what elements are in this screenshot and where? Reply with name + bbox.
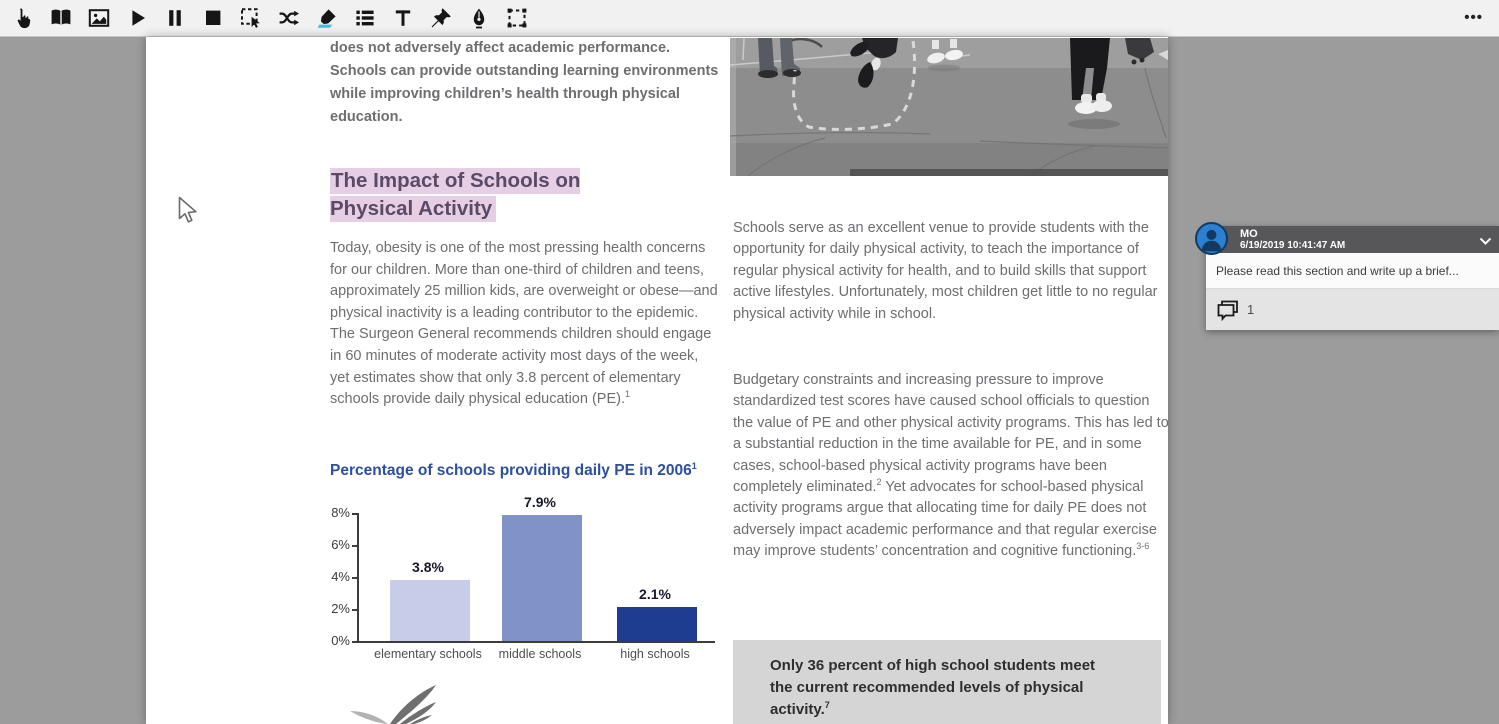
chart-ytick-mark bbox=[352, 641, 358, 643]
reply-count: 1 bbox=[1247, 302, 1255, 317]
comment-header[interactable] bbox=[1206, 226, 1499, 253]
read-mode-button[interactable] bbox=[48, 5, 74, 32]
more-options-button[interactable]: ••• bbox=[1458, 0, 1489, 34]
hand-tool-icon bbox=[11, 6, 35, 30]
avatar bbox=[1195, 222, 1228, 255]
chart-category-label: high schools bbox=[620, 647, 690, 661]
chart-value-label: 2.1% bbox=[639, 586, 671, 602]
chart-bar-elementary-schools bbox=[390, 580, 470, 641]
superscript-ref: 7 bbox=[824, 700, 830, 710]
open-book-icon bbox=[49, 6, 73, 30]
eagle-wings-logo bbox=[346, 682, 446, 724]
right-paragraph-1: Schools serve as an excellent venue to provide students with the opportunity for daily physical activity, to teach the importance of regular physical activity for health, and to build skills that support active lifestyles. Unfortunately, most children get little to no regular physical activity while in school. bbox=[733, 220, 1158, 322]
comment-replies-row[interactable] bbox=[1206, 289, 1499, 330]
pause-button[interactable] bbox=[162, 5, 188, 32]
superscript-ref: 1 bbox=[691, 460, 697, 471]
play-button[interactable] bbox=[124, 5, 150, 32]
left-body-paragraph: Today, obesity is one of the most pressing health concerns for our children. More than one-third of children and teens, approximately 25 million kids, are overweight or obese—and physical inactivity is a leading contributor to the epidemic. The Surgeon General recommends children should engage in 60 minutes of moderate activity most days of the week, yet estimates show that only 3.8 percent of elementary schools provide daily physical education (PE).$^1$ bbox=[330, 240, 718, 408]
chart-ytick-mark bbox=[352, 609, 358, 611]
shuffle-button[interactable] bbox=[276, 5, 302, 32]
chart-ytick-label: 2% bbox=[331, 601, 350, 616]
comment-author: MO bbox=[1240, 228, 1258, 240]
intro-paragraph: does not adversely affect academic performance. Schools can provide outstanding learning environments while improving children’s health through physical education. bbox=[330, 40, 719, 125]
text-tool-button[interactable] bbox=[390, 5, 416, 32]
collapse-comment-button[interactable] bbox=[1477, 232, 1494, 251]
mouse-cursor bbox=[178, 196, 200, 226]
chart-value-label: 7.9% bbox=[524, 494, 556, 510]
hand-tool-button[interactable] bbox=[10, 5, 36, 32]
chart-bar-middle-schools bbox=[502, 515, 582, 641]
heading-highlight: The Impact of Schools on Physical Activity bbox=[330, 169, 581, 220]
chart-plot-area bbox=[357, 513, 715, 643]
chart-ytick-label: 0% bbox=[331, 633, 350, 648]
play-icon bbox=[125, 6, 149, 30]
insert-image-button[interactable] bbox=[86, 5, 112, 32]
ink-pen-button[interactable] bbox=[466, 5, 492, 32]
stop-icon bbox=[201, 6, 225, 30]
person-icon bbox=[1197, 224, 1226, 253]
superscript-ref: 1 bbox=[624, 389, 630, 400]
image-icon bbox=[87, 6, 111, 30]
highlighter-icon bbox=[315, 6, 339, 30]
statistic-callout-box: Only 36 percent of high school students meet the current recommended levels of physical activity.$^7$ bbox=[733, 640, 1161, 724]
chart-category-label: elementary schools bbox=[374, 647, 482, 661]
comment-popup bbox=[1206, 226, 1499, 330]
select-frame-button[interactable] bbox=[504, 5, 530, 32]
stop-button[interactable] bbox=[200, 5, 226, 32]
list-button[interactable] bbox=[352, 5, 378, 32]
document-page bbox=[146, 37, 1168, 724]
chart-bar-high-schools bbox=[617, 607, 697, 641]
pause-icon bbox=[163, 6, 187, 30]
replies-icon bbox=[1216, 299, 1240, 321]
pushpin-icon bbox=[429, 6, 453, 30]
shuffle-icon bbox=[277, 6, 301, 30]
chart-ytick-label: 4% bbox=[331, 569, 350, 584]
chart-ytick-label: 8% bbox=[331, 505, 350, 520]
pen-nib-icon bbox=[467, 6, 491, 30]
pe-bar-chart bbox=[324, 487, 724, 669]
section-heading-highlighted bbox=[330, 167, 640, 223]
chart-ytick-mark bbox=[352, 513, 358, 515]
comment-timestamp: 6/19/2019 10:41:47 AM bbox=[1240, 240, 1346, 251]
chevron-down-icon bbox=[1479, 237, 1492, 246]
chart-category-label: middle schools bbox=[498, 647, 582, 661]
chart-ytick-mark bbox=[352, 545, 358, 547]
highlight-button[interactable] bbox=[314, 5, 340, 32]
chart-value-label: 3.8% bbox=[412, 559, 444, 575]
pin-button[interactable] bbox=[428, 5, 454, 32]
list-icon bbox=[353, 6, 377, 30]
chart-title: Percentage of schools providing daily PE in 2006$^1$ bbox=[330, 460, 697, 479]
right-paragraph-2: Budgetary constraints and increasing pressure to improve standardized test scores have caused school officials to question the value of PE and other physical activity programs. This has led to a substantial reduction in the time available for PE, and in some cases, school-based physical activity programs have been completely eliminated.$^2$ Yet advocates for school-based physical activity programs argue that allocating time for daily PE does not adversely impact academic performance and that regular exercise may improve students’ concentration and cognitive functioning.$^{3-6}$ bbox=[733, 372, 1169, 560]
comment-preview[interactable]: Please read this section and write up a brief... bbox=[1206, 253, 1499, 289]
marquee-select-icon bbox=[239, 6, 263, 30]
select-annotation-button[interactable] bbox=[238, 5, 264, 32]
annotation-toolbar bbox=[0, 0, 1499, 37]
chart-ytick-mark bbox=[352, 577, 358, 579]
superscript-ref: 3-6 bbox=[1136, 541, 1150, 552]
chart-ytick-label: 6% bbox=[331, 537, 350, 552]
photo-children-jumping-rope bbox=[730, 38, 1168, 176]
selection-frame-icon bbox=[505, 6, 529, 30]
text-icon bbox=[391, 6, 415, 30]
superscript-ref: 2 bbox=[876, 477, 882, 488]
